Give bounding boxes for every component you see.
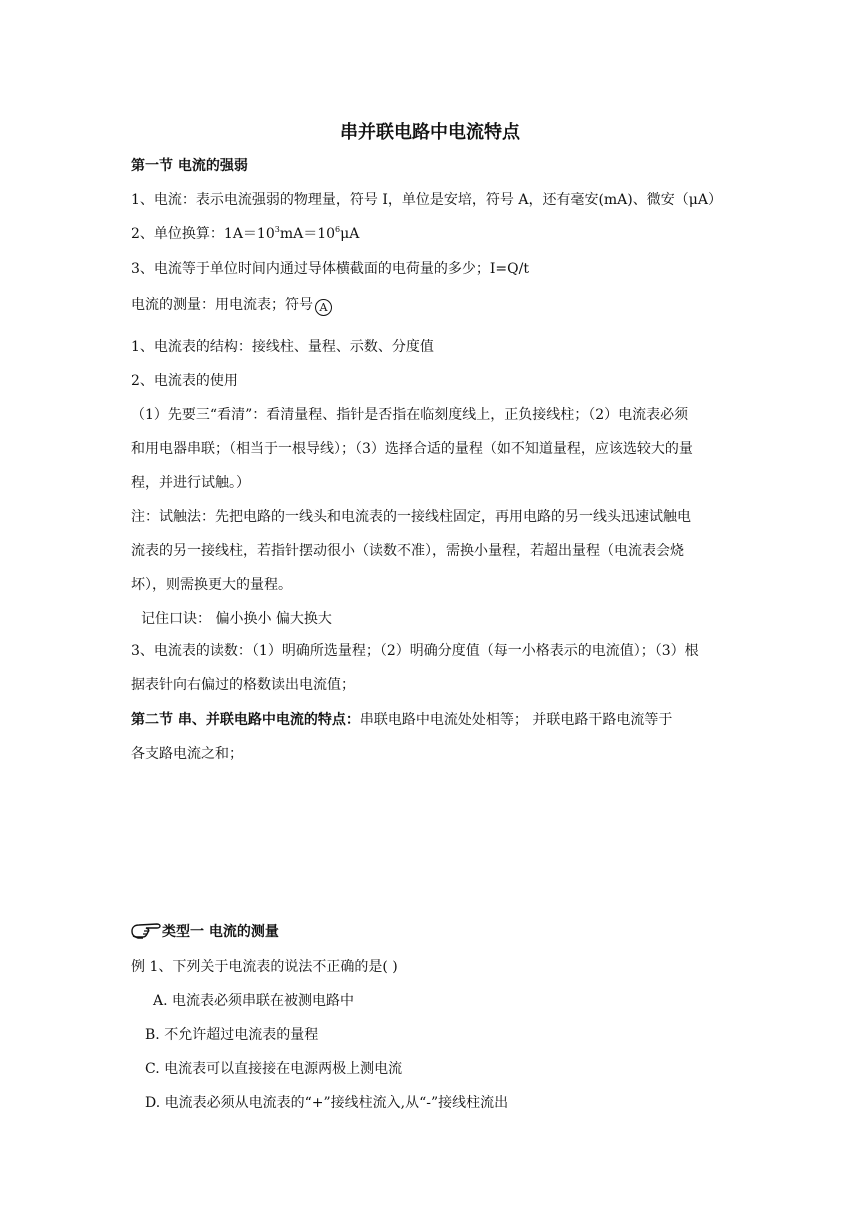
mnemonic: 记住口诀： 偏小换小 偏大换大 [141, 611, 332, 627]
section2-text-continued: 各支路电流之和； [131, 746, 243, 762]
current-formula: 3、电流等于单位时间内通过导体横截面的电荷量的多少；I=Q/t [131, 261, 529, 277]
note-line-2: 流表的另一接线柱，若指针摆动很小（读数不准），需换小量程，若超出量程（电流表会烧 [131, 543, 684, 559]
conversion-prefix: 2、单位换算：1A＝10 [131, 226, 275, 242]
conversion-suffix: μA [340, 226, 360, 242]
section2-heading: 第二节 串、并联电路中电流的特点： [131, 712, 360, 728]
usage-line-3: 程，并进行试触。） [131, 475, 250, 491]
section2-text: 串联电路中电流处处相等； 并联电路干路电流等于 [359, 712, 673, 728]
example1-question: 例 1、下列关于电流表的说法不正确的是( ) [131, 959, 398, 975]
note-line-3: 坏），则需换更大的量程。 [131, 577, 292, 593]
reading-line-1: 3、电流表的读数：（1）明确所选量程；（2）明确分度值（每一小格表示的电流值）；（3）根 [131, 643, 699, 659]
ammeter-structure: 1、电流表的结构：接线柱、量程、示数、分度值 [131, 339, 434, 355]
measurement-text: 电流的测量：用电流表；符号 [131, 297, 313, 313]
exponent-6: 6 [335, 225, 341, 234]
type1-heading: 类型一 电流的测量 [162, 924, 279, 940]
section1-heading: 第一节 电流的强弱 [131, 158, 248, 174]
exponent-3: 3 [274, 225, 280, 234]
ammeter-usage-heading: 2、电流表的使用 [131, 373, 238, 389]
reading-line-2: 据表针向右偏过的格数读出电流值； [131, 677, 355, 693]
pointing-hand-icon [130, 917, 162, 939]
measurement-line [131, 296, 332, 316]
unit-conversion [131, 225, 359, 243]
ammeter-symbol-icon: A [315, 299, 332, 316]
page-title: 串并联电路中电流特点 [340, 122, 520, 143]
current-definition: 1、电流：表示电流强弱的物理量，符号 I，单位是安培，符号 A，还有毫安(mA)、微安（μA） [131, 192, 722, 208]
option-a: A. 电流表必须串联在被测电路中 [153, 993, 355, 1009]
option-d: D. 电流表必须从电流表的“+”接线柱流入,从“-”接线柱流出 [145, 1095, 509, 1111]
usage-line-1: （1）先要三“看清”：看清量程、指针是否指在临刻度线上，正负接线柱；（2）电流表必须 [131, 407, 689, 423]
option-c: C. 电流表可以直接接在电源两极上测电流 [145, 1061, 403, 1077]
note-line-1: 注：试触法：先把电路的一线头和电流表的一接线柱固定，再用电路的另一线头迅速试触电 [131, 509, 691, 525]
option-b: B. 不允许超过电流表的量程 [145, 1027, 319, 1043]
conversion-middle: mA＝10 [279, 226, 336, 242]
usage-line-2: 和用电器串联；（相当于一根导线）；（3）选择合适的量程（如不知道量程，应该选较大的量 [131, 441, 693, 457]
section2-line [131, 711, 672, 729]
